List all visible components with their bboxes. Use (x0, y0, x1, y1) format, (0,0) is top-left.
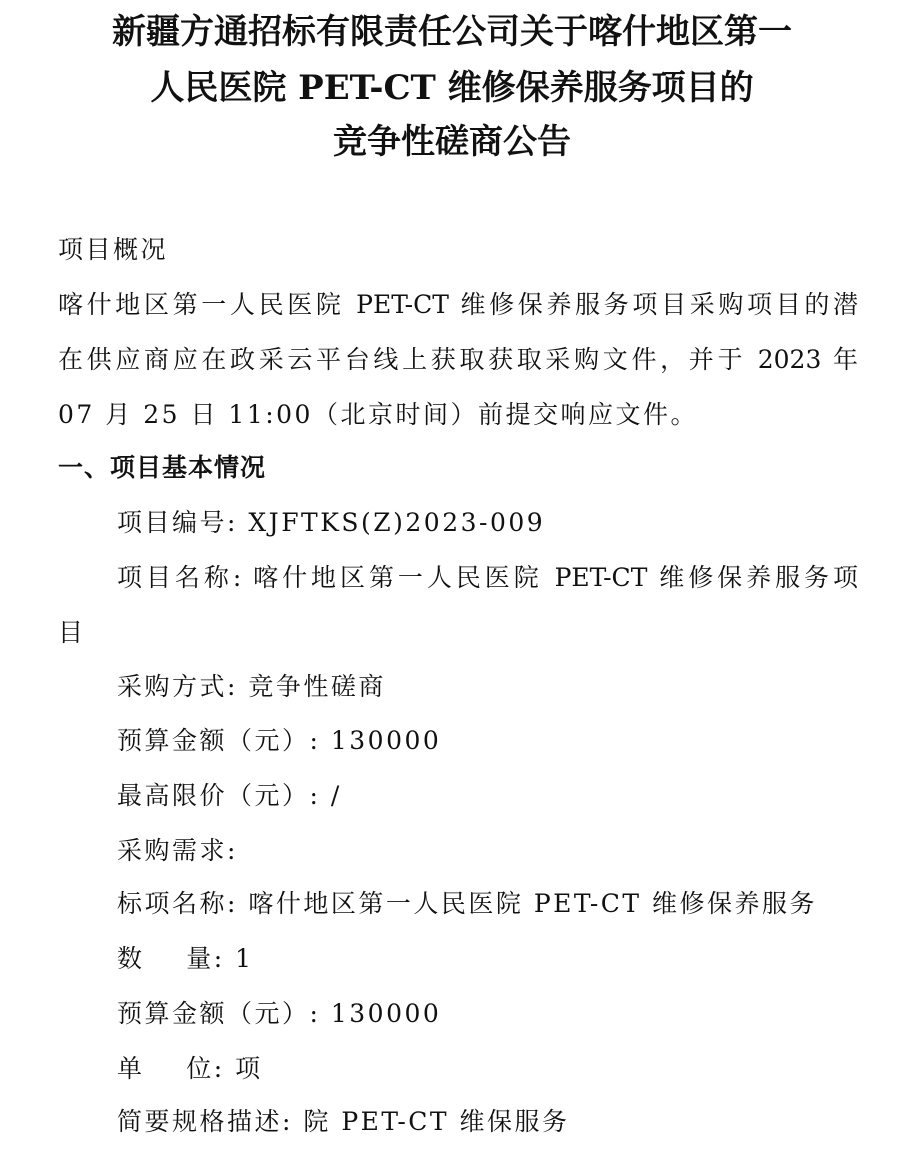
quantity: 数 量: 1 (117, 944, 254, 973)
overview-para-line-3: 07 月 25 日 11:00（北京时间）前提交响应文件。 (58, 400, 698, 429)
doc-title-line-3: 竞争性磋商公告 (333, 122, 571, 162)
project-number: 项目编号: XJFTKS(Z)2023-009 (117, 508, 546, 537)
lot-name: 标项名称: 喀什地区第一人民医院 PET-CT 维修保养服务 (117, 889, 818, 918)
spec-description: 简要规格描述: 院 PET-CT 维保服务 (117, 1107, 570, 1136)
overview-heading: 项目概况 (58, 235, 169, 264)
budget-amount: 预算金额（元）: 130000 (117, 726, 442, 755)
procurement-method: 采购方式: 竞争性磋商 (117, 672, 386, 701)
doc-title-line-2: 人民医院 PET-CT 维修保养服务项目的 (150, 68, 754, 108)
overview-para-line-2: 在供应商应在政采云平台线上获取获取采购文件，并于 2023 年 (58, 345, 858, 374)
section-1-heading: 一、项目基本情况 (58, 453, 267, 482)
max-price: 最高限价（元）: / (117, 781, 342, 810)
project-name-line-2: 目 (58, 618, 86, 647)
project-name-line-1: 项目名称: 喀什地区第一人民医院 PET-CT 维修保养服务项 (117, 563, 858, 592)
unit: 单 位: 项 (117, 1054, 263, 1083)
overview-para-line-1: 喀什地区第一人民医院 PET-CT 维修保养服务项目采购项目的潜 (58, 290, 858, 319)
lot-budget-amount: 预算金额（元）: 130000 (117, 999, 442, 1028)
procurement-requirement: 采购需求: (117, 836, 238, 865)
doc-title-line-1: 新疆方通招标有限责任公司关于喀什地区第一 (112, 12, 792, 52)
